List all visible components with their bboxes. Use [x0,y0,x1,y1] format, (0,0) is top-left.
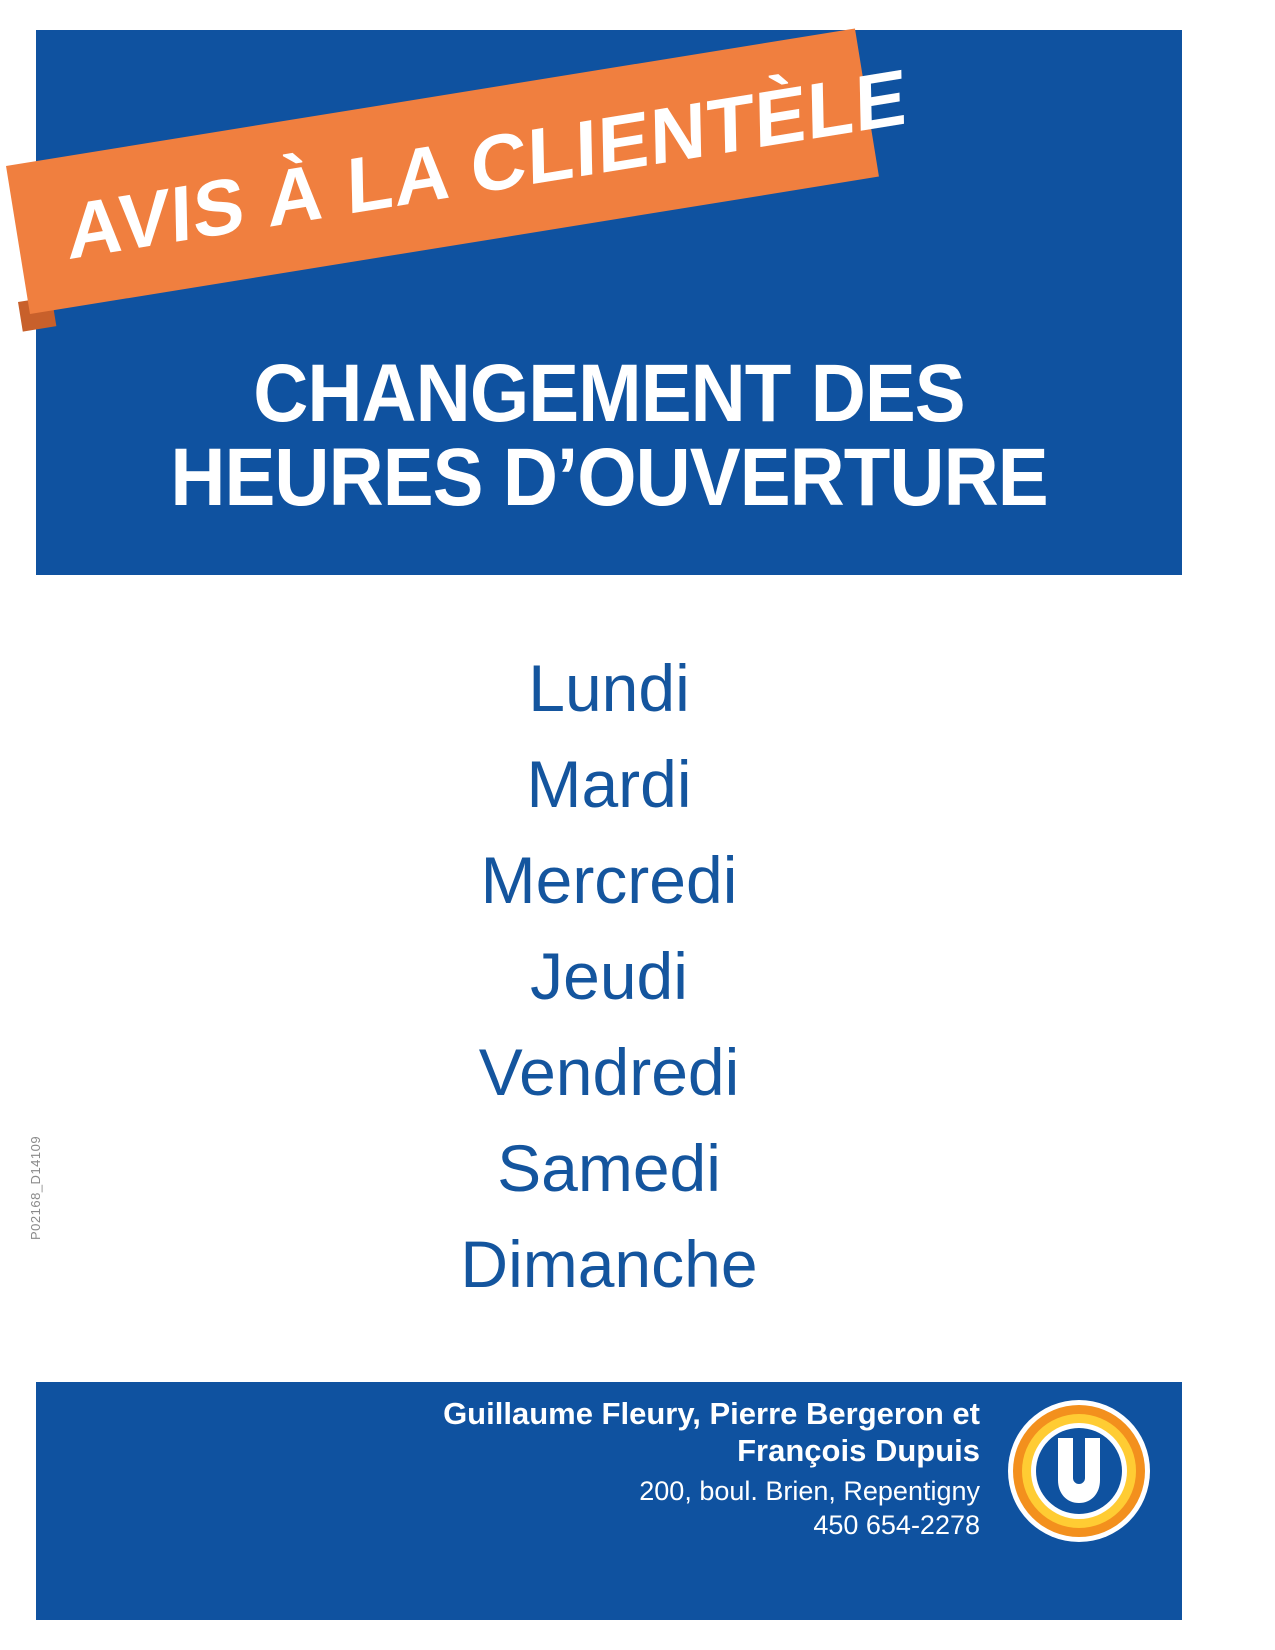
list-item: Mardi [526,747,692,821]
page-title [36,348,1182,523]
footer-owner-line-1: Guillaume Fleury, Pierre Bergeron et [443,1396,980,1431]
banner-label: AVIS À LA CLIENTÈLE [66,51,909,277]
list-item: Mercredi [480,843,738,917]
list-item: Jeudi [530,939,688,1013]
document-code: P02168_D14109 [28,1135,43,1240]
title-line-1: CHANGEMENT DES [253,348,965,439]
title-line-2: HEURES D’OUVERTURE [170,431,1048,523]
opening-days-list [36,640,1182,1312]
list-item: Lundi [528,651,690,725]
footer-phone: 450 654-2278 [813,1509,980,1540]
brand-logo-icon [1006,1398,1152,1544]
list-item: Dimanche [460,1227,758,1301]
list-item: Samedi [497,1131,721,1205]
footer-contact-info [170,1396,980,1543]
footer-owner-line-2: François Dupuis [737,1432,980,1468]
list-item: Vendredi [478,1035,740,1109]
footer-address: 200, boul. Brien, Repentigny [639,1476,980,1507]
